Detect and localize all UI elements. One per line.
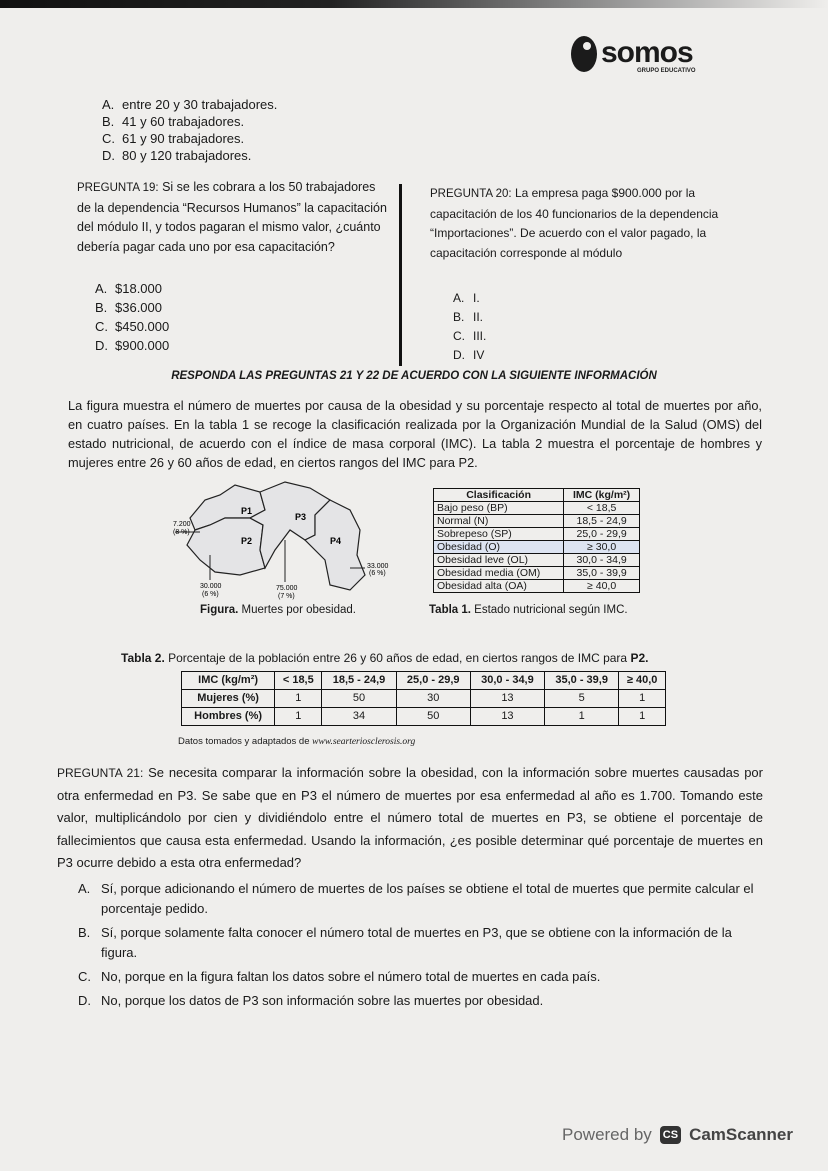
option-c: C. No, porque en la figura faltan los datos sobre el número total de muertes en cada país. — [78, 969, 601, 984]
table-1-nutritional-status: Clasificación IMC (kg/m²) Bajo peso (BP) < 18,5 Normal (N) 18,5 - 24,9 Sobrepeso (SP) 25,0 - 29,9 Obesidad (O) ≥ 30,0 Obesidad leve (OL) 30,0 - 34,9 Obesidad media (OM) 35,0 - 39,9 Obesidad alta (OA) ≥ 40,0 — [433, 488, 640, 593]
camscanner-icon: CS — [660, 1126, 681, 1144]
question-text: Se necesita comparar la información sobre la obesidad, con la información sobre muertes causadas por otra enfermedad en P3. Se sabe que en P3 el número de muertes por esa enfermedad al año es 1.700. Tomando este valor, multiplicándolo por cien y dividiéndolo entre el número total de muertes en P3, se obtiene el porcentaje de fallecimientos que causa esta enfermedad. Usando la información, ¿es posible determinar qué porcentaje de muertes en P3 ocurre debido a esta otra enfermedad? — [57, 765, 763, 870]
table-row: Mujeres (%) 1 50 30 13 5 1 — [182, 690, 666, 708]
table-2-population: IMC (kg/m²) < 18,5 18,5 - 24,9 25,0 - 29,9 30,0 - 34,9 35,0 - 39,9 ≥ 40,0 Mujeres (%) 1 50 30 13 5 1 Hombres (%) 1 34 50 13 1 1 — [181, 671, 666, 726]
question-label: PREGUNTA 20: — [430, 188, 512, 200]
option-d: D. 80 y 120 trabajadores. — [102, 148, 252, 163]
label-p2: P2 — [241, 536, 253, 546]
logo-tagline: GRUPO EDUCATIVO — [637, 68, 696, 74]
question-text: Si se les cobrara a los 50 trabajadores de la dependencia “Recursos Humanos” la capacitación del módulo II, y todos pagaran el mismo valor, ¿cuánto debería pagar cada uno por esa capacitación? — [77, 180, 387, 254]
question-20 — [430, 184, 730, 263]
question-text: La empresa paga $900.000 por la capacitación de los 40 funcionarios de la dependencia “Importaciones”. De acuerdo con el valor pagado, la capacitación corresponde al módulo — [430, 186, 719, 260]
option-a: A. entre 20 y 30 trabajadores. — [102, 97, 278, 112]
previous-question-options — [102, 96, 277, 164]
label-p3: P3 — [295, 512, 307, 522]
question-20-options — [453, 289, 486, 365]
option-c: C. 61 y 90 trabajadores. — [102, 131, 245, 146]
question-21-options — [78, 879, 768, 1015]
pct-p4: (6 %) — [369, 570, 386, 577]
option-c: C. III. — [453, 329, 487, 343]
table-row: Obesidad leve (OL) 30,0 - 34,9 — [434, 554, 640, 567]
table-2-caption: Tabla 2. Porcentaje de la población entre 26 y 60 años de edad, en ciertos rangos de IMC para P2. — [121, 651, 649, 665]
option-d: D. No, porque los datos de P3 son información sobre las muertes por obesidad. — [78, 993, 544, 1008]
camscanner-watermark: Powered by CS CamScanner — [562, 1125, 793, 1144]
figure-caption: Figura. Muertes por obesidad. — [200, 604, 356, 616]
option-b: B. II. — [453, 310, 484, 324]
question-label: PREGUNTA 21: — [57, 766, 144, 780]
column-divider — [399, 184, 402, 366]
option-b: B. Sí, porque solamente falta conocer el número total de muertes en P3, que se obtiene con la información de la figura. — [78, 925, 732, 960]
table-row: Obesidad (O) ≥ 30,0 — [434, 541, 640, 554]
deaths-p1: 7.200 — [173, 521, 191, 528]
somos-logo — [567, 32, 717, 82]
table-1-caption: Tabla 1. Estado nutricional según IMC. — [429, 604, 628, 616]
data-source: Datos tomados y adaptados de www.searteriosclerosis.org — [178, 736, 416, 747]
table-row: Hombres (%) 1 34 50 13 1 1 — [182, 708, 666, 726]
pct-p3: (7 %) — [278, 593, 295, 600]
logo-word: somos — [601, 36, 693, 69]
pct-p1: (8 %) — [173, 529, 190, 536]
pct-p2: (6 %) — [202, 591, 219, 598]
label-p4: P4 — [330, 536, 342, 546]
table-row: Obesidad alta (OA) ≥ 40,0 — [434, 580, 640, 593]
question-label: PREGUNTA 19: — [77, 182, 159, 194]
question-19 — [77, 178, 387, 257]
deaths-p2: 30.000 — [200, 583, 222, 590]
option-d: D. IV — [453, 348, 485, 362]
intro-paragraph: La figura muestra el número de muertes por causa de la obesidad y su porcentaje respecto al total de muertes por año, en cuatro países. En la tabla 1 se recoge la clasificación realizada por la Organización Mundial de la Salud (OMS) del estado nutricional, de acuerdo con el índice de masa corporal (IMC). La tabla 2 muestra el porcentaje de hombres y mujeres entre 26 y 60 años de edad, en ciertos rangos del IMC para P2. — [68, 398, 762, 470]
deaths-p4: 33.000 — [367, 563, 389, 570]
option-a: A. Sí, porque adicionando el número de muertes de los países se obtiene el total de muertes que permite calcular el porcentaje pedido. — [78, 881, 754, 916]
table-row: Sobrepeso (SP) 25,0 - 29,9 — [434, 528, 640, 541]
obesity-deaths-map — [165, 480, 395, 605]
option-a: A. I. — [453, 291, 480, 305]
table-row: Obesidad media (OM) 35,0 - 39,9 — [434, 567, 640, 580]
section-heading: RESPONDA LAS PREGUNTAS 21 Y 22 DE ACUERDO CON LA SIGUIENTE INFORMACIÓN — [171, 370, 657, 382]
deaths-p3: 75.000 — [276, 585, 298, 592]
table-row: Normal (N) 18,5 - 24,9 — [434, 515, 640, 528]
option-d: D. $900.000 — [95, 338, 170, 353]
option-c: C. $450.000 — [95, 319, 170, 334]
label-p1: P1 — [241, 506, 253, 516]
table-row: Bajo peso (BP) < 18,5 — [434, 502, 640, 515]
option-a: A. $18.000 — [95, 281, 162, 296]
option-b: B. 41 y 60 trabajadores. — [102, 114, 245, 129]
option-b: B. $36.000 — [95, 300, 162, 315]
logo-head-icon — [567, 32, 601, 78]
scan-edge — [0, 0, 828, 8]
question-21 — [57, 762, 763, 875]
question-19-options — [95, 279, 169, 355]
